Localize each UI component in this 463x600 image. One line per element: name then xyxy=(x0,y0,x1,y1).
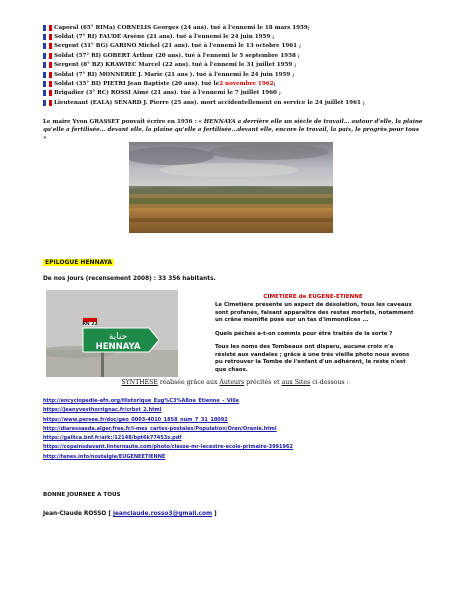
source-link[interactable]: http://encyclopedie-afn.org/Historique_Eug%C3%A8ne_Etienne_-_Ville xyxy=(43,398,240,404)
french-flag-icon xyxy=(43,62,52,68)
french-flag-icon xyxy=(43,81,52,87)
french-flag-icon xyxy=(43,100,52,106)
roll-entry xyxy=(43,61,443,70)
hennaya-road-sign-photo xyxy=(46,290,178,377)
cemetery-title: CIMETIERE de EUGENE-ETIENNE xyxy=(263,294,363,300)
french-flag-icon xyxy=(43,72,52,78)
roll-entry-date-highlight: 2 novembre 1962 xyxy=(219,81,274,88)
source-link[interactable]: http://diaressaeda.alger.free.fr/l-mes_cartes-postales/Population/Oran/Oranie.html xyxy=(43,425,277,432)
french-flag-icon xyxy=(43,90,52,96)
roll-entry-text: Sergent (8° BZ) KRAWIEC Marcel (22 ans). tué à l'ennemi le 31 juillet 1959 ; xyxy=(54,62,297,69)
synthese-line xyxy=(100,379,370,386)
synthese-text: ci-dessous : xyxy=(310,379,349,386)
roll-entry-text: Brigadier (3° RC) ROSSI Aimé (21 ans). tué à l'ennemi le 7 juillet 1960 ; xyxy=(54,90,281,97)
synthese-sites: aux Sites xyxy=(281,379,311,386)
synthese-authors: Auteurs xyxy=(219,379,245,386)
french-flag-icon xyxy=(43,34,52,40)
cemetery-paragraph: Le Cimetière présente un aspect de désolation, tous les caveaux sont profanés, faisant apparaître des restes mortels, notamment un crâne momifié posé sur un tas d'immondices ... xyxy=(215,302,414,323)
source-link[interactable]: http://tenes.info/nostalgie/EUGENEETIENNE xyxy=(43,453,166,460)
roll-entry xyxy=(43,70,443,79)
cemetery-paragraph: Quels péchés a-t-on commis pour être traités de la sorte ? xyxy=(215,330,393,337)
source-link[interactable]: https://gallica.bnf.fr/ark:/12148/bpt6k77453s.pdf xyxy=(43,435,182,442)
roll-entry xyxy=(43,23,443,32)
roll-entry xyxy=(43,51,443,60)
quote-intro: Le maire Yvon GRASSET pouvait écrire en 1956 : « xyxy=(43,119,204,125)
closing-greeting: BONNE JOURNEE A TOUS xyxy=(43,492,121,498)
source-link[interactable]: https://copainsdavant.linternaute.com/photo/classe-mr-lecestre-ecole-primaire-3991962 xyxy=(43,444,293,451)
synthese-word: SYNTHESE xyxy=(121,379,158,386)
roll-entry-text: Caporal (65° RIMa) CORNELIS Georges (24 ans). tué à l'ennemi le 18 mars 1959; xyxy=(54,24,310,31)
mayor-quote xyxy=(43,118,423,142)
quote-outro: » xyxy=(43,135,47,141)
source-link[interactable]: https://jeanyvesthorrignac.fr/crbst_2.html xyxy=(43,407,162,414)
census-text: De nos jours (recensement 2008) : 33 356 habitants. xyxy=(43,276,216,282)
roll-entry-text: Soldat (7° RI) MONNERIE J. Marie (21 ans ). tué à l'ennemi le 24 juin 1959 ; xyxy=(54,71,295,78)
french-flag-icon xyxy=(43,53,52,59)
roll-entry xyxy=(43,98,443,107)
french-flag-icon xyxy=(43,25,52,31)
sign-route-number: RN 22 xyxy=(82,322,98,327)
cemetery-paragraph: Tous les noms des Tombeaux ont disparu, aucune croix n'a résisté aux vandales ; grâce à une très vieille photo nous avons pu retrouver la Tombe de l'enfant d'un adhérent, le reste n'est que chaos. xyxy=(215,344,410,373)
signature xyxy=(43,511,217,517)
roll-entry-text: Soldat (57° RI) GOBERT Arthur (20 ans). tué à l'ennemi le 5 septembre 1958 ; xyxy=(54,52,300,59)
roll-of-honour xyxy=(43,23,443,108)
synthese-text: précités et xyxy=(244,379,282,386)
roll-entry-text: Soldat (7° RI) FAUDE Arsène (21 ans). tué à l'ennemi le 24 juin 1959 ; xyxy=(54,34,275,41)
roll-entry-text: Sergent (31° BG) GARINO Michel (21 ans). tué à l'ennemi le 13 octobre 1961 ; xyxy=(54,43,302,50)
roll-entry-text: Soldat (35° BI) PIETRI Jean Baptiste (20 ans). tué le xyxy=(54,81,220,88)
sign-name: HENNAYA xyxy=(95,342,141,352)
roll-entry xyxy=(43,79,443,88)
signature-bracket: ] xyxy=(212,511,217,517)
sign-arabic: حناية xyxy=(108,332,128,342)
epilogue-heading: EPILOGUE HENNAYA xyxy=(45,259,113,266)
signature-name: Jean-Claude ROSSO xyxy=(43,511,107,517)
french-flag-icon xyxy=(43,43,52,49)
signature-email-link[interactable]: jeanclaude.rosso3@gmail.com xyxy=(113,511,213,517)
roll-entry xyxy=(43,32,443,41)
plain-landscape-photo xyxy=(129,142,333,233)
quote-body: HENNAYA a derrière elle un siècle de travail... autour d'elle, la plaine qu'elle a fertilisée... devant elle, la plaine qu'elle a fertilisée...devant elle, encore le travail, la paix, le progrès pour tous xyxy=(43,119,423,133)
synthese-text: réalisée grâce aux xyxy=(157,379,220,386)
roll-entry-text: Lieutenant (EALA) SENARD J. Pierre (25 ans). mort accidentellement en service le 24 juillet 1961 ; xyxy=(54,99,365,106)
source-links xyxy=(43,397,293,462)
cemetery-text xyxy=(215,302,415,380)
roll-entry-after: ; xyxy=(273,81,276,88)
signature-bracket: [ xyxy=(106,511,114,517)
source-link[interactable]: https://www.persee.fr/doc/geo_0003-4010_1858_num_7_31_18092 xyxy=(43,416,228,423)
roll-entry xyxy=(43,89,443,98)
roll-entry xyxy=(43,42,443,51)
